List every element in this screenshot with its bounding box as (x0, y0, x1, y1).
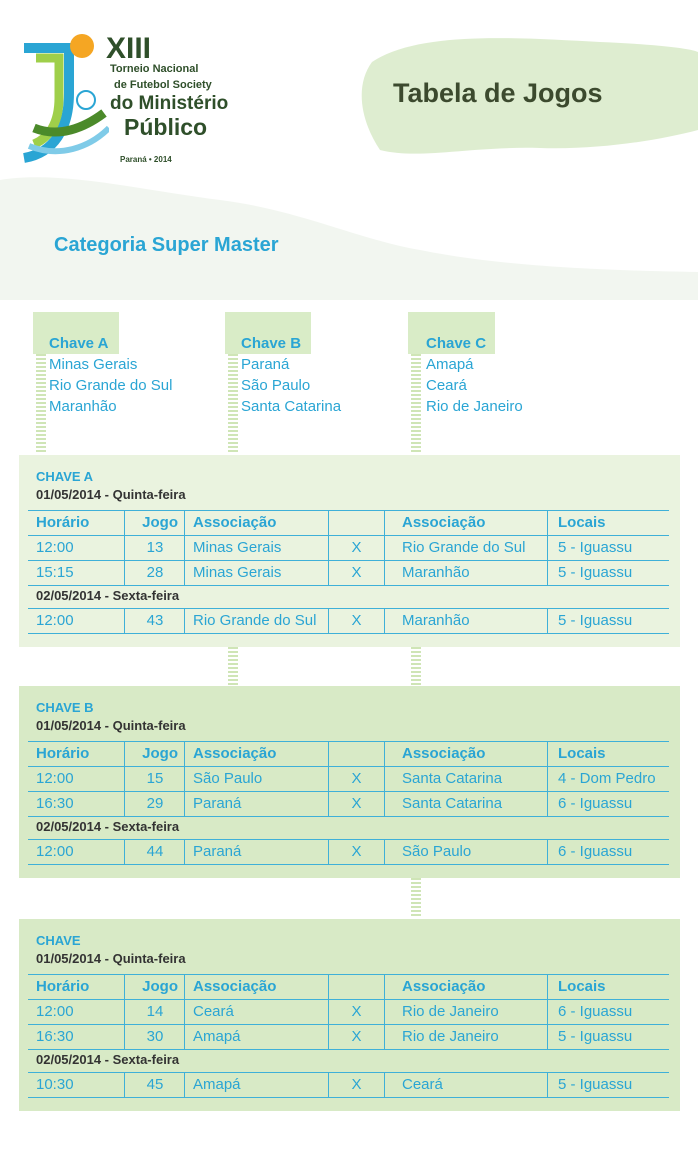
panel-date-day2: 02/05/2014 - Sexta-feira (36, 819, 180, 834)
column-divider (184, 1025, 185, 1049)
group-team: São Paulo (241, 377, 311, 394)
table-row (28, 767, 669, 792)
column-divider (384, 511, 385, 535)
group-name: Chave B (241, 335, 302, 352)
cell-team-home: Ceará (193, 1003, 234, 1020)
column-divider (184, 1073, 185, 1097)
table-row (28, 1000, 669, 1025)
group-team: Rio de Janeiro (426, 398, 523, 415)
cell-venue: 6 - Iguassu (558, 795, 633, 812)
column-divider (124, 767, 125, 791)
cell-team-home: Minas Gerais (193, 564, 282, 581)
tournament-logo (14, 18, 254, 178)
cell-team-away: Santa Catarina (402, 770, 503, 787)
column-divider (328, 1025, 329, 1049)
cell-versus: X (351, 612, 362, 629)
panel-date-day2: 02/05/2014 - Sexta-feira (36, 1052, 180, 1067)
cell-team-away: Rio de Janeiro (402, 1028, 499, 1045)
cell-game: 43 (146, 612, 164, 629)
cell-team-away: Maranhão (402, 564, 470, 581)
column-divider (384, 1025, 385, 1049)
cell-game: 28 (146, 564, 164, 581)
column-divider (547, 1000, 548, 1024)
logo-line4: Público (124, 114, 208, 140)
column-divider (124, 1025, 125, 1049)
column-divider (328, 742, 329, 766)
cell-venue: 5 - Iguassu (558, 612, 633, 629)
cell-versus: X (351, 1076, 362, 1093)
column-divider (547, 792, 548, 816)
col-header-local: Locais (558, 745, 606, 762)
column-divider (328, 767, 329, 791)
column-divider (328, 792, 329, 816)
col-header-x (329, 742, 384, 766)
column-divider (184, 767, 185, 791)
column-divider (124, 840, 125, 864)
col-header-assoc2: Associação (402, 978, 486, 995)
col-header-x (329, 975, 384, 999)
column-divider (547, 975, 548, 999)
cell-time: 16:30 (36, 795, 74, 812)
schedule-panel-a (19, 455, 680, 647)
table-row (28, 840, 669, 865)
cell-versus: X (351, 1028, 362, 1045)
cell-team-away: São Paulo (402, 843, 472, 860)
connector-b (228, 354, 238, 454)
column-divider (124, 511, 125, 535)
column-divider (547, 609, 548, 633)
col-header-game: Jogo (142, 745, 178, 762)
column-divider (184, 511, 185, 535)
table-row (28, 609, 669, 634)
column-divider (124, 792, 125, 816)
group-team: Paraná (241, 356, 290, 373)
group-team: Maranhão (49, 398, 117, 415)
cell-team-home: Paraná (193, 843, 242, 860)
column-divider (384, 1000, 385, 1024)
column-divider (547, 767, 548, 791)
cell-venue: 5 - Iguassu (558, 1028, 633, 1045)
column-divider (124, 609, 125, 633)
table-header-row (28, 741, 669, 767)
column-divider (384, 1073, 385, 1097)
column-divider (328, 536, 329, 560)
group-team: Santa Catarina (241, 398, 342, 415)
col-header-assoc2: Associação (402, 514, 486, 531)
panel-title: CHAVE B (36, 700, 94, 715)
cell-venue: 6 - Iguassu (558, 843, 633, 860)
cell-team-home: Amapá (193, 1076, 241, 1093)
cell-venue: 5 - Iguassu (558, 539, 633, 556)
cell-time: 10:30 (36, 1076, 74, 1093)
group-team: Rio Grande do Sul (49, 377, 173, 394)
column-divider (384, 975, 385, 999)
panel-date-day1: 01/05/2014 - Quinta-feira (36, 951, 186, 966)
col-header-assoc2: Associação (402, 745, 486, 762)
column-divider (328, 511, 329, 535)
column-divider (547, 1073, 548, 1097)
cell-game: 13 (146, 539, 164, 556)
column-divider (184, 561, 185, 585)
cell-time: 16:30 (36, 1028, 74, 1045)
cell-versus: X (351, 770, 362, 787)
group-b-list (241, 334, 341, 417)
column-divider (384, 536, 385, 560)
cell-game: 29 (146, 795, 164, 812)
cell-team-away: Maranhão (402, 612, 470, 629)
column-divider (547, 1025, 548, 1049)
cell-game: 30 (146, 1028, 164, 1045)
cell-team-home: Paraná (193, 795, 242, 812)
column-divider (384, 792, 385, 816)
cell-team-home: Minas Gerais (193, 539, 282, 556)
cell-versus: X (351, 843, 362, 860)
cell-versus: X (351, 795, 362, 812)
cell-time: 12:00 (36, 612, 74, 629)
column-divider (547, 536, 548, 560)
col-header-time: Horário (36, 514, 90, 531)
col-header-x (329, 511, 384, 535)
column-divider (328, 840, 329, 864)
logo-numeral: XIII (106, 32, 152, 65)
logo-emblem-icon (14, 18, 109, 168)
table-row (28, 1025, 669, 1050)
cell-time: 12:00 (36, 843, 74, 860)
column-divider (184, 792, 185, 816)
logo-line2: de Futebol Society (114, 79, 212, 91)
connector-c (411, 354, 421, 454)
column-divider (328, 1073, 329, 1097)
column-divider (384, 561, 385, 585)
logo-line5: Paraná • 2014 (120, 155, 172, 164)
column-divider (384, 609, 385, 633)
games-table-day2 (28, 839, 669, 865)
cell-versus: X (351, 539, 362, 556)
column-divider (384, 840, 385, 864)
col-header-assoc1: Associação (193, 514, 277, 531)
column-divider (328, 1000, 329, 1024)
games-table-day2 (28, 608, 669, 634)
column-divider (547, 840, 548, 864)
group-name: Chave C (426, 335, 487, 352)
cell-team-home: Rio Grande do Sul (193, 612, 317, 629)
cell-venue: 6 - Iguassu (558, 1003, 633, 1020)
column-divider (184, 840, 185, 864)
column-divider (184, 742, 185, 766)
cell-game: 44 (146, 843, 164, 860)
column-divider (124, 1000, 125, 1024)
connector-c-2 (411, 647, 421, 686)
cell-team-home: Amapá (193, 1028, 241, 1045)
column-divider (124, 561, 125, 585)
col-header-local: Locais (558, 978, 606, 995)
column-divider (124, 975, 125, 999)
cell-game: 14 (146, 1003, 164, 1020)
schedule-panel-b (19, 686, 680, 878)
cell-game: 15 (146, 770, 164, 787)
group-c-list (426, 334, 523, 417)
table-header-row (28, 510, 669, 536)
group-team: Minas Gerais (49, 356, 138, 373)
column-divider (328, 609, 329, 633)
column-divider (384, 742, 385, 766)
cell-time: 12:00 (36, 539, 74, 556)
table-row (28, 561, 669, 586)
games-table-day1 (28, 974, 669, 1050)
table-row (28, 536, 669, 561)
cell-venue: 5 - Iguassu (558, 564, 633, 581)
group-team: Amapá (426, 356, 474, 373)
cell-team-away: Santa Catarina (402, 795, 503, 812)
column-divider (328, 975, 329, 999)
games-table-day2 (28, 1072, 669, 1098)
col-header-time: Horário (36, 978, 90, 995)
column-divider (184, 975, 185, 999)
column-divider (184, 1000, 185, 1024)
cell-team-away: Rio de Janeiro (402, 1003, 499, 1020)
col-header-time: Horário (36, 745, 90, 762)
group-team: Ceará (426, 377, 467, 394)
column-divider (184, 536, 185, 560)
column-divider (124, 742, 125, 766)
table-header-row (28, 974, 669, 1000)
connector-b-2 (228, 647, 238, 686)
panel-date-day2: 02/05/2014 - Sexta-feira (36, 588, 180, 603)
cell-time: 12:00 (36, 1003, 74, 1020)
cell-game: 45 (146, 1076, 164, 1093)
column-divider (124, 1073, 125, 1097)
cell-versus: X (351, 564, 362, 581)
column-divider (384, 767, 385, 791)
connector-c-3 (411, 878, 421, 918)
games-table-day1 (28, 510, 669, 586)
cell-venue: 4 - Dom Pedro (558, 770, 656, 787)
col-header-assoc1: Associação (193, 978, 277, 995)
group-name: Chave A (49, 335, 109, 352)
logo-line1: Torneio Nacional (110, 63, 199, 75)
col-header-assoc1: Associação (193, 745, 277, 762)
cell-team-home: São Paulo (193, 770, 263, 787)
column-divider (547, 742, 548, 766)
games-table-day1 (28, 741, 669, 817)
column-divider (547, 561, 548, 585)
panel-title: CHAVE (36, 933, 81, 948)
cell-team-away: Ceará (402, 1076, 443, 1093)
cell-venue: 5 - Iguassu (558, 1076, 633, 1093)
col-header-local: Locais (558, 514, 606, 531)
group-a-list (49, 334, 172, 417)
panel-date-day1: 01/05/2014 - Quinta-feira (36, 718, 186, 733)
column-divider (124, 536, 125, 560)
category-title: Categoria Super Master (54, 234, 279, 256)
column-divider (184, 609, 185, 633)
cell-time: 15:15 (36, 564, 74, 581)
logo-line3: do Ministério (110, 93, 229, 114)
connector-a (36, 354, 46, 454)
panel-date-day1: 01/05/2014 - Quinta-feira (36, 487, 186, 502)
cell-time: 12:00 (36, 770, 74, 787)
cell-versus: X (351, 1003, 362, 1020)
cell-team-away: Rio Grande do Sul (402, 539, 526, 556)
panel-title: CHAVE A (36, 469, 94, 484)
schedule-panel-c (19, 919, 680, 1111)
table-row (28, 1073, 669, 1098)
table-row (28, 792, 669, 817)
col-header-game: Jogo (142, 978, 178, 995)
col-header-game: Jogo (142, 514, 178, 531)
page-title: Tabela de Jogos (393, 78, 603, 108)
column-divider (547, 511, 548, 535)
column-divider (328, 561, 329, 585)
